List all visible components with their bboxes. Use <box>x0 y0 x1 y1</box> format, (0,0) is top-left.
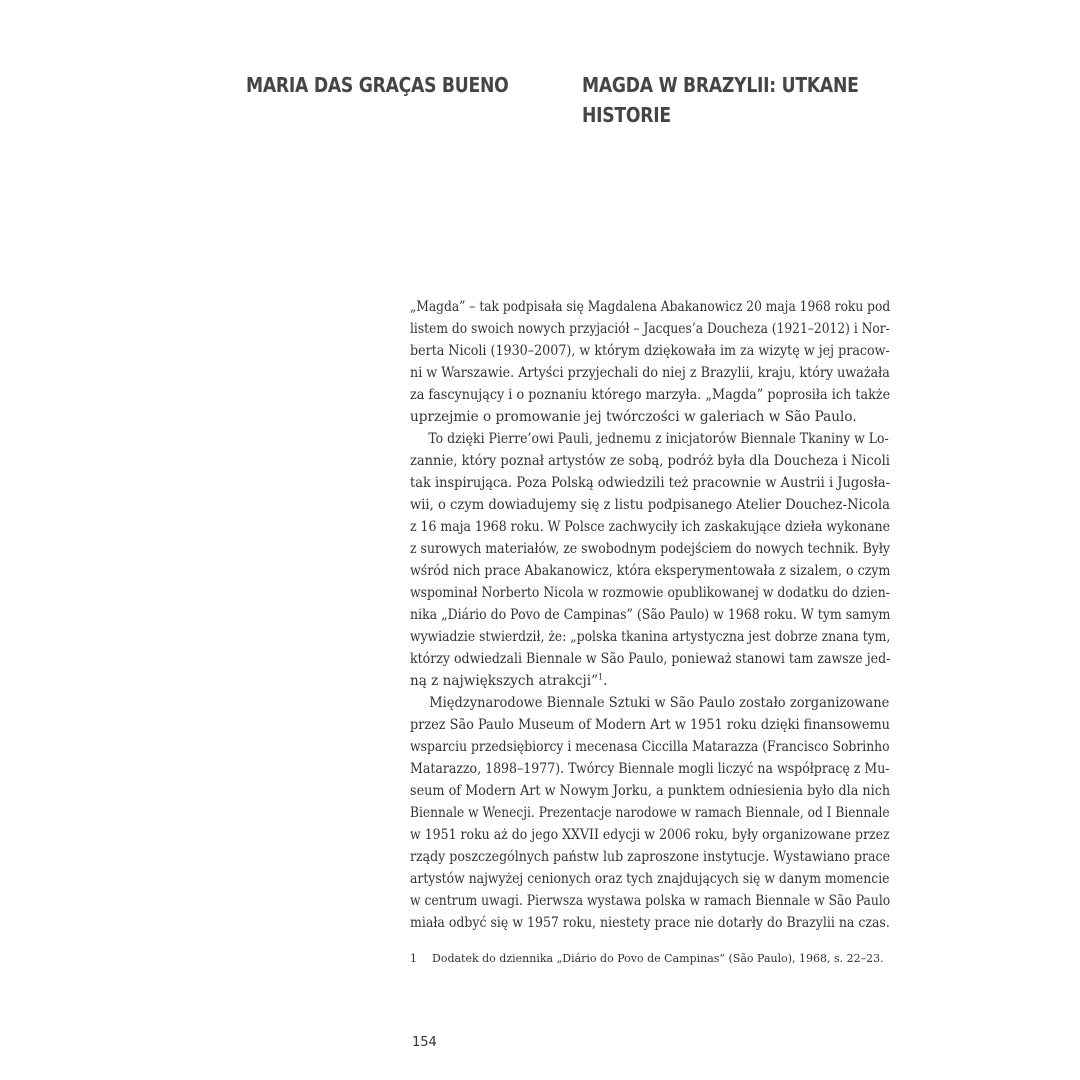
text-line-with-footnote: ną z największych atrakcji”$^1$. <box>410 672 608 689</box>
text-line: zannie, który poznał artystów ze sobą, podróż była dla Doucheza i Nicoli <box>410 453 890 469</box>
text-line: To dzięki Pierre’owi Pauli, jednemu z inicjatorów Biennale Tkaniny w Lo- <box>428 431 889 447</box>
text-line: Międzynarodowe Biennale Sztuki w São Paulo zostało zorganizowane <box>429 695 890 711</box>
text-line: berta Nicoli (1930–2007), w którym dziękowała im za wizytę w jej pracow- <box>410 343 890 359</box>
text-line: nika „Diário do Povo de Campinas” (São Paulo) w 1968 roku. W tym samym <box>410 607 891 623</box>
text-line: wśród nich prace Abakanowicz, która eksperymentowała z sizalem, o czym <box>410 563 891 579</box>
chapter-title <box>582 70 859 130</box>
text-line: z surowych materiałów, ze swobodnym podejściem do nowych technik. Były <box>410 541 890 557</box>
footnote <box>410 950 890 968</box>
footnote-text: Dodatek do dziennika „Diário do Povo de Campinas” (São Paulo), 1968, s. 22–23. <box>432 952 884 965</box>
author-name: MARIA DAS GRAÇAS BUENO <box>246 73 509 97</box>
text-line: którzy odwiedzali Biennale w São Paulo, ponieważ stanowi tam zawsze jed- <box>410 651 891 667</box>
text-line: miała odbyć się w 1957 roku, niestety prace nie dotarły do Brazylii na czas. <box>410 915 890 931</box>
text-line: przez São Paulo Museum of Modern Art w 1951 roku dzięki finansowemu <box>410 717 890 733</box>
text-line: artystów najwyżej cenionych oraz tych znajdujących się w danym momencie <box>410 871 890 887</box>
text-line: uprzejmie o promowanie jej twórczości w galeriach w São Paulo. <box>410 409 857 425</box>
text-line: ną z największych atrakcji” <box>410 673 599 689</box>
footnote-reference: 1 <box>598 672 604 682</box>
body-text <box>410 296 890 934</box>
text-line: wspominał Norberto Nicola w rozmowie opublikowanej w dodatku do dzien- <box>410 585 890 601</box>
text-line: za fascynujący i o poznaniu którego marzyła. „Magda” poprosiła ich także <box>410 387 891 403</box>
text-line: tak inspirująca. Poza Polską odwiedzili też pracownie w Austrii i Jugosła- <box>410 475 890 491</box>
chapter-title-line: HISTORIE <box>582 103 671 127</box>
text-line: z 16 maja 1968 roku. W Polsce zachwyciły ich zaskakujące dzieła wykonane <box>410 519 891 535</box>
text-line: listem do swoich nowych przyjaciół – Jacques’a Doucheza (1921–2012) i Nor- <box>410 321 890 337</box>
text-line: wywiadzie stwierdził, że: „polska tkanina artystyczna jest dobrze znana tym, <box>410 629 891 645</box>
text-line: w 1951 roku aż do jego XXVII edycji w 2006 roku, były organizowane przez <box>410 827 890 843</box>
text-line: Matarazzo, 1898–1977). Twórcy Biennale mogli liczyć na współpracę z Mu- <box>410 761 890 777</box>
text-line: ni w Warszawie. Artyści przyjechali do niej z Brazylii, kraju, który uważała <box>410 365 890 381</box>
text-line: „Magda” – tak podpisała się Magdalena Abakanowicz 20 maja 1968 roku pod <box>410 299 891 315</box>
chapter-title-line: MAGDA W BRAZYLII: UTKANE <box>582 73 859 97</box>
text-line: seum of Modern Art w Nowym Jorku, a punktem odniesienia było dla nich <box>410 783 891 799</box>
footnote-number: 1 <box>410 952 417 965</box>
text-line: wii, o czym dowiadujemy się z listu podpisanego Atelier Douchez-Nicola <box>410 497 890 513</box>
text-line: w centrum uwagi. Pierwsza wystawa polska w ramach Biennale w São Paulo <box>410 893 891 909</box>
page-number: 154 <box>412 1035 437 1050</box>
text-line: Biennale w Wenecji. Prezentacje narodowe w ramach Biennale, od I Biennale <box>410 805 890 821</box>
text-line: rządy poszczególnych państw lub zaproszone instytucje. Wystawiano prace <box>410 849 891 865</box>
text-line: wsparciu przedsiębiorcy i mecenasa Ciccilla Matarazza (Francisco Sobrinho <box>410 739 890 755</box>
